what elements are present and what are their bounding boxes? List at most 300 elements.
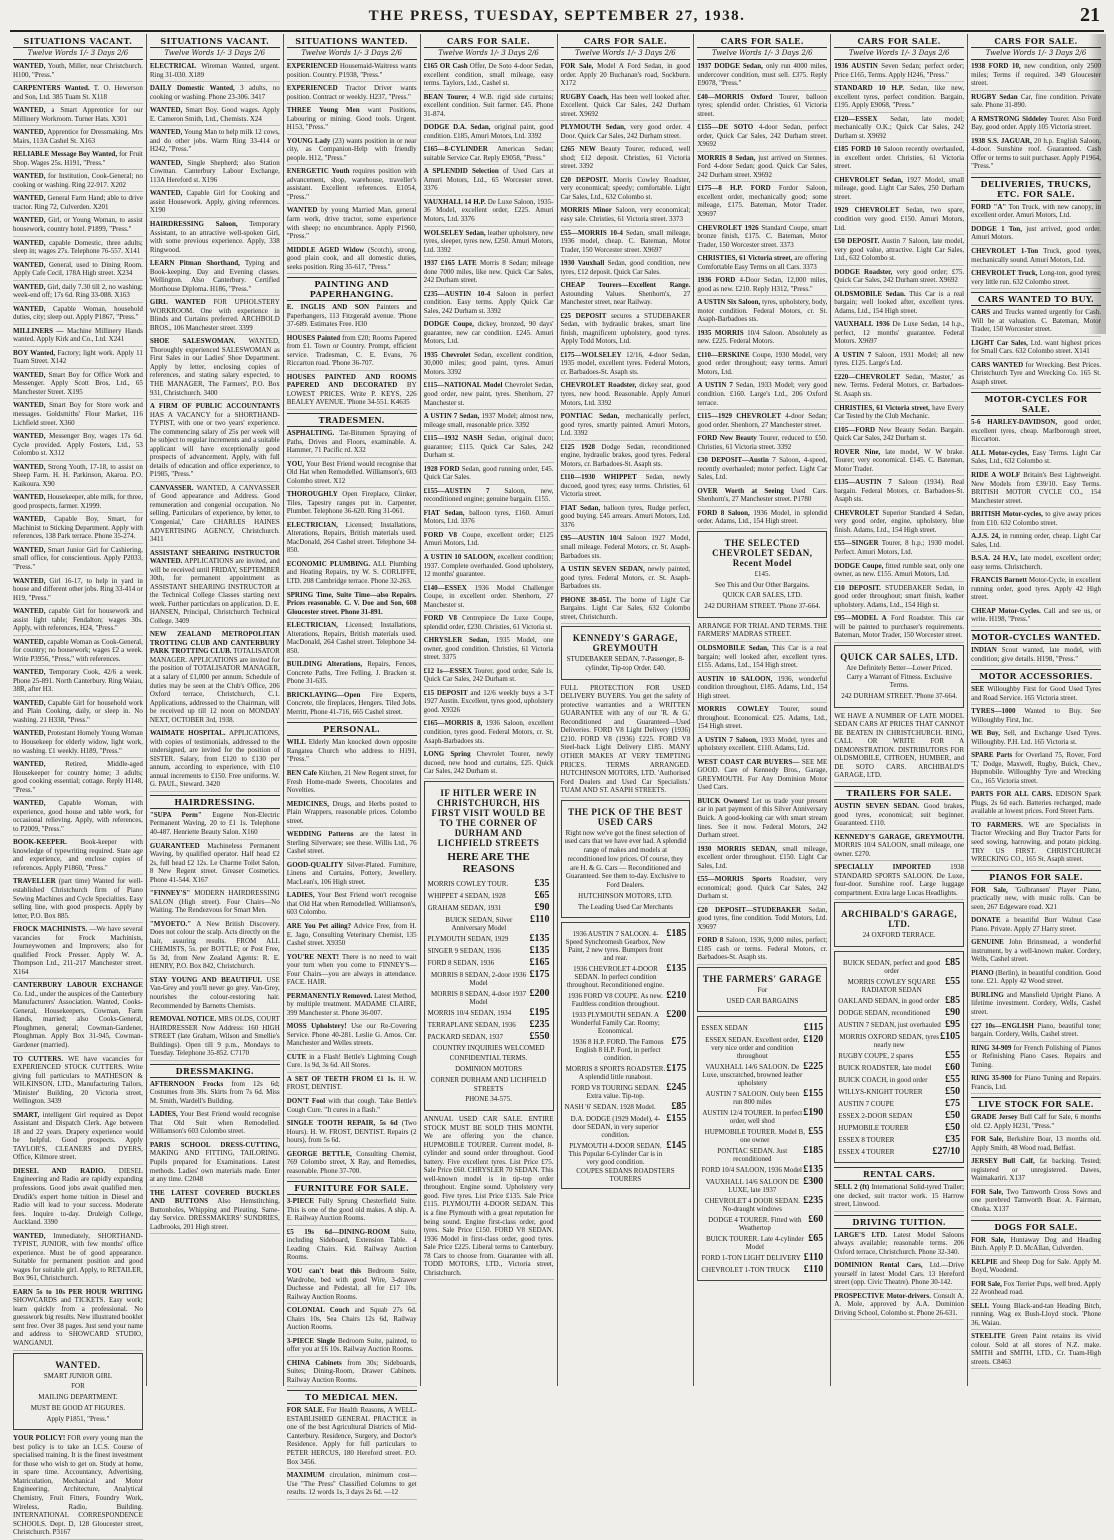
classified-ad: £30 DEPOSIT—Austin 7 Saloon, 4-speed, recently overhauled; motor perfect. Light Car Sales, Ltd. xyxy=(697,456,827,485)
ad-lead: 3-PIECE Single xyxy=(286,1336,336,1345)
section-heading: DRESSMAKING. xyxy=(150,1064,280,1078)
ad-lead: MILLINERS — xyxy=(13,326,64,335)
classified-ad: WANTED, General, used to Dining Room. Apply Cafe Cecil, 178A High street. X234 xyxy=(13,261,143,281)
price-row xyxy=(701,1164,823,1175)
ad-lead: 1935 MORRIS xyxy=(697,328,744,337)
classified-ad: FOR Sale, Two Tamworth Cross Sows and one purebred Tamworth Boar. A. Fairman, Ohoka. X137 xyxy=(971,1188,1101,1217)
price-item: VAUXHALL 14/6 SALOON DE LUXE, late 1937 xyxy=(705,1178,799,1195)
classified-ad: ECONOMIC PLUMBING. ALL Plumbing and Heating Repairs, try W. S. CORLIFFE, LTD. 208 Cambridge terrace. Phone 32-263. xyxy=(287,560,417,589)
ad-lead: SMART, xyxy=(13,1110,40,1119)
classified-ad: GEORGE BETTLE, Consulting Chemist, 769 Colombo street, X Ray, and Remedies, reasonable. Phone 37-700. xyxy=(287,1150,417,1179)
classified-ad: FOR Sale, Fox Terrier Pups, well bred. Apply 22 Avonhead road. xyxy=(971,1280,1101,1300)
ad-lead: DON'T Fool xyxy=(286,1097,326,1105)
classified-ad: £15 DEPOSIT and 12/6 weekly buys a 3-T 1927 Austin. Excellent, tyres good, upholstery good. X9326 xyxy=(424,689,554,718)
ad-lead: £165 OR Cash xyxy=(423,62,468,70)
ad-lead: GIRL WANTED xyxy=(149,298,206,307)
section-heading: FURNITURE FOR SALE. xyxy=(287,1181,417,1195)
display-ad-headline: THE PICK OF THE BEST USED CARS xyxy=(568,806,683,827)
ad-lead: "FINNEY'S" xyxy=(149,889,191,898)
classified-ad: £165 OR Cash Offer, De Soto 4-door Sedan, excellent condition, small mileage, easy terms. Taylors, Ltd., Cashel st. xyxy=(424,62,554,91)
ad-lead: THE LATEST COVERED BUCKLES AND BUTTONS xyxy=(149,1188,280,1206)
ad-lead: HAIRDRESSING Saloon, xyxy=(149,219,238,228)
ad-lead: WANTED, xyxy=(13,729,46,738)
classified-ad: FOR Sale, 'Gulbransen' Player Piano, practically new, with music rolls. Can be seen, 267 Edgeware road. X21 xyxy=(971,886,1101,915)
classified-ad: WANTED, capable Woman as Cook-General, for country; no housework; wages £2 a week. Write P3956, "Press," with references. xyxy=(13,638,143,667)
price-item: WHIPPET 4 SEDAN, 1928 xyxy=(427,891,506,900)
classified-ad: £12 1s—ESSEX Tourer, good order, Sale 1s. Quick Car Sales, 242 Durham st. xyxy=(424,667,554,687)
ad-lead: 1929 CHEVROLET xyxy=(834,206,900,215)
ad-lead: £27 10s—ENGLISH xyxy=(971,1021,1034,1030)
classified-ad: LARGE'S LTD. Latest Model Saloons always available; reasonable terms. 206 Oxford terrace, Christchurch. Phone 32-340. xyxy=(834,1231,964,1260)
classified-ad: FOR Sale, Model A Ford Sedan, in good order. Apply 20 Buchanan's road, Sockburn. X172 xyxy=(561,62,691,91)
price-item: FORD V8 TOURING SEDAN. Extra value. Tip-top. xyxy=(571,1084,660,1101)
price-item: FORD 8 SEDAN, 1936 xyxy=(427,958,495,967)
price-value: £85 xyxy=(671,1101,687,1113)
ad-lead: WANTED, xyxy=(13,545,46,554)
price-value: £110 xyxy=(530,913,550,925)
classified-ad: WANTED, Strong Youth, 17-18, to assist on Sheep Farm. H. H. Parkinson, Akaroa. P.O. Kaikoura. X90 xyxy=(13,463,143,492)
classified-ad: GUARANTEED Machineless Permanent Waving, by qualified operator. Half head £2 2s, full head £2 12s. Le Charme Toilet Salon, 8 New Regent street. Greaser Cosmetics. Phone 41-544. X167 xyxy=(150,842,280,888)
price-item: AUSTIN 7 SEDAN, just overhauled xyxy=(838,1021,941,1030)
display-ad-line: 242 DURHAM STREET. 'Phone 37-664. xyxy=(704,602,821,611)
price-row xyxy=(701,1252,823,1263)
ad-lead: MAXIMUM xyxy=(286,1471,325,1480)
classified-ad: WE Buy, Sell, and Exchange Used Tyres. Willoughby. P.H. Ltd. 165 Victoria st. xyxy=(971,729,1101,749)
classified-ad: WAIMATE HOSPITAL. APPLICATIONS, with copies of testimonials, addressed to the undersigned, are invited for the position of SISTER. Salary, from £120 to £130 per annum, according to experience, with £10 annual increments to £150. Free uniforms. W. G. PAUL, Steward. 3420 xyxy=(150,729,280,792)
ad-lead: £110—1930 WHIPPET xyxy=(560,473,637,482)
section-heading: CARS FOR SALE. xyxy=(697,34,827,48)
price-value: £90 xyxy=(945,1007,961,1019)
rate-line: Twelve Words 1/- 3 Days 2/6 xyxy=(697,48,827,60)
ad-lead: WANTED, xyxy=(13,282,46,291)
ad-lead: FORD New Beauty xyxy=(697,434,757,443)
display-ad-line: QUICK CAR SALES, LTD. xyxy=(722,591,803,600)
section-heading: CARS FOR SALE. xyxy=(424,34,554,48)
classified-ad: PROSPECTIVE Motor-drivers. Consult A. A. Mole, approved by A.A. Dominion Driving School, Colombo st. Phone 26-631. xyxy=(834,1292,964,1321)
classified-ad: BOY Wanted, Factory; light work. Apply 11 Tuam Street. X142 xyxy=(13,349,143,369)
classified-ad: A SET OF TEETH FROM £1 1s. H. W. FROST, DENTIST. xyxy=(287,1075,417,1095)
ad-lead: DAILY Domestic Wanted, xyxy=(149,84,235,93)
price-item: AUSTIN 7 SALOON. Only been run 800 miles xyxy=(705,1090,800,1107)
ad-lead: WANTED, xyxy=(13,760,46,769)
classified-ad: A USTIN SEVEN SEDAN, newly painted, good tyres. Federal Motors, cr. St. Asaph-Barbadoes sts. xyxy=(561,565,691,594)
classified-ad: CANVASSER. WANTED, A CANVASSER of Good appearance and Address. Good remuneration and congenial occupation. No selling. Particulars of experience, by letter, to 'Congenial,' Care CHARLES HAINES ADVERTISING AGENCY, Christchurch. 3411 xyxy=(150,484,280,547)
classified-ad: TO CUTTERS. WE have vacancies for EXPERIENCED STOCK CUTTERS. Write giving full particulars to MATHESON & WILKINSON, LTD., Manufacturing Tailors, 'Minister' Building, 20 Victoria street, Wellington. 3439 xyxy=(13,1055,143,1109)
display-ad-box xyxy=(13,1353,143,1431)
ad-lead: TO CUTTERS. xyxy=(13,1054,63,1063)
ad-lead: CHRISTIES, 61 Victoria street, xyxy=(697,254,793,263)
section-heading: DOGS FOR SALE. xyxy=(971,1220,1101,1234)
price-row xyxy=(701,1145,823,1163)
ad-lead: ENERGETIC Youth xyxy=(286,167,350,176)
ad-lead: LADIES, xyxy=(149,1110,178,1119)
classified-ad: MORRIS COWLEY Tourer, sound throughout. Economical. £25. Adams, Ltd., 154 High street. xyxy=(697,705,827,734)
ad-lead: HOUSES PAINTED AND ROOMS PAPERED AND DECORATED xyxy=(286,372,417,390)
ad-lead: FROCK MACHINISTS. xyxy=(13,925,88,934)
classified-ad: FROCK MACHINISTS. —We have several vacancies for Frock Machinists, Journeywomen and Improvers; also for qualified Frock Presser. Apply W. A. Thompson Ltd., 211-217 Manchester street. X164 xyxy=(13,925,143,979)
classified-ad: £5 19s 6d—DINING-ROOM Suite, including Sideboard, Extension Table. 4 Leading Chairs. Kid. Railway Auction Rooms. xyxy=(287,1228,417,1265)
classified-ad: £55—MORRIS 10-4 Sedan, small mileage, 1936 model, cheap. C. Bateman, Motor Trader, 150 Worcester street. X9697 xyxy=(561,229,691,258)
classified-ad: MAXIMUM circulation, minimum cost—Use "The Press" Classified Columns to get results. 12 words 1s, 3 days 2s 6d. —12 xyxy=(287,1471,417,1500)
classified-ad: REMOVAL NOTICE. MRS OLDS, COURT HAIRDRESSER Now Address: 160 HIGH STREET (late Graham, Wilson and Smellie's Buildings). Open till 9 p.m., Mondays to Tuesday. Telephone 35-852. C7170 xyxy=(150,1015,280,1061)
classified-ad: WANTED, Smart Boy. Good wages. Apply E. Cameron Smith, Ltd., Chemists. X24 xyxy=(150,106,280,126)
classified-ad: RUGBY Sedan Car, fine condition. Private sale. Phone 31-890. xyxy=(971,93,1101,113)
price-row xyxy=(428,988,550,1006)
ad-lead: COLONIAL Couch xyxy=(286,1306,350,1315)
classified-ad: MOSS Upholstery! Use our Re-Covering Service. Phone 40-281. Leslie G. Amos. Cnr. Manchester and Welles streets. xyxy=(287,1022,417,1051)
classified-ad: WANTED, Capable Girl for Cooking and assist Housework. Apply, giving references. X190 xyxy=(150,189,280,218)
ad-lead: MIDDLE AGED Widow xyxy=(286,245,365,254)
ad-lead: 1937 £165 LATE xyxy=(423,259,477,268)
display-ad-line: 242 DURHAM STREET. 'Phone 37-664. xyxy=(841,692,958,700)
classified-ad: BOOK-KEEPER. Book-keeper with knowledge of typewriting required. State age and experience, and enclose copies of references. Apply P1860, "Press." xyxy=(13,838,143,875)
ad-lead: GRADE Jersey xyxy=(971,1113,1018,1122)
classified-ad: "MYOETO." A New British Discovery. Does not colour the scalp. Acts directly on the hair, assuring results. FROM ALL CHEMISTS, 5s. per BOTTLE; or Post Free, 5s 3d, from New Zealand Agents: R. E. HENRY, P.O. Box 842, Christchurch. xyxy=(150,920,280,974)
classified-ad: PONTIAC Sedan, mechanically perfect, good tyres, smartly painted. Amuri Motors, Ltd. 3392 xyxy=(561,412,691,441)
ad-lead: CHRISTIES, 61 Victoria street, xyxy=(834,403,930,412)
ad-lead: £235—AUSTIN 10-4 xyxy=(423,289,491,298)
classified-ad: WANTED, Girl 16-17, to help in yard in house and different other jobs. Ring 33-414 or H19, "Press." xyxy=(13,577,143,606)
display-ad-box xyxy=(561,626,691,680)
ad-lead: 1938 FORD 10, xyxy=(971,62,1021,70)
ad-lead: B.S.A. 24 H.V., xyxy=(971,554,1018,563)
ad-lead: WANTED, xyxy=(149,189,183,198)
classified-ad: MORRIS Minor Saloon, very economical; easy sale. Christies, 61 Victoria street. 3373 xyxy=(561,206,691,226)
price-row xyxy=(701,1107,823,1125)
price-row xyxy=(701,1061,823,1087)
classified-ad: 1938 FORD 10, new condition, only 2500 miles; Terms if required. 349 Gloucester street. xyxy=(971,62,1101,91)
price-row xyxy=(428,969,550,987)
classified-ad: BEN Cafe Kitchen, 21 New Regent street, for Fresh Home-made Sweets, Chocolates and Novelties. xyxy=(287,769,417,798)
ad-lead: FIAT Sedan, xyxy=(560,503,601,512)
ad-lead: DIESEL AND RADIO. xyxy=(13,1166,106,1175)
price-value: £75 xyxy=(671,1036,687,1048)
ad-lead: BEN Cafe xyxy=(286,769,317,777)
classified-ad: £165—MORRIS 8, 1936 Saloon, excellent condition, tyres good. Federal Motors, cr. St. Asaph-Barbadoes sts. xyxy=(424,719,554,748)
classified-ad: CHRISTIES, 61 Victoria street, are offering Comfortable Easy Terms on all Cars. 3373 xyxy=(697,254,827,274)
price-item: MORRIS 10/4 SEDAN, 1934 xyxy=(427,1008,512,1017)
price-row xyxy=(565,1113,687,1139)
classified-ad: EARN 5s to 10s PER HOUR WRITING SHOWCARDS and TICKETS. Easy work; learn quickly from a professional. No guesswork big results. New illustrated booklet sent free. Over 38 pages. Just send your name and address to SHOWCARD STUDIO, WANGANUI. xyxy=(13,1288,143,1351)
ad-lead: £115—NATIONAL Model xyxy=(423,381,503,390)
classified-ad: MILLINERS — Machine Millinery Hands wanted. Apply Kirk and Co., Ltd. X241 xyxy=(13,327,143,347)
ad-lead: RING 34-909 xyxy=(971,1043,1012,1052)
ad-lead: PARTS FOR ALL CARS. xyxy=(971,790,1053,799)
ad-lead: WANTED, xyxy=(13,62,46,70)
price-row xyxy=(565,963,687,989)
ad-lead: £140—ESSEX xyxy=(423,583,467,592)
ad-lead: £165—8-CYLINDER xyxy=(423,145,488,154)
classified-ad: YOU, Your Best Friend would recognise that Old Hat when Remodelled. Williamson's, 603 Colombo street. X12 xyxy=(287,460,417,489)
classified-ad: WANTED, Capable Boy, Smart, for Machinist to Sticking Department. Apply with references, 138 Park terrace. Phone 35-274. xyxy=(13,515,143,544)
classified-ad: £155—AUSTIN 7 Saloon, new, reconditioned engine; genuine bargain. £155. xyxy=(424,487,554,507)
classified-ad: 1937 £165 LATE Morris 8 Sedan; mileage done 7000 miles, like new. Quick Car Sales, 242 Durham street. xyxy=(424,259,554,288)
ad-lead: WANTED, xyxy=(13,668,46,677)
ad-lead: REMOVAL NOTICE. xyxy=(149,1015,217,1024)
price-item: MORRIS 8 SPORTS ROADSTER. A splendid little runabout. xyxy=(565,1065,666,1082)
ad-lead: NEW ZEALAND METROPOLITAN TROTTING CLUB AND CANTERBURY PARK TROTTING CLUB. xyxy=(149,630,280,656)
ad-lead: MOSS Upholstery! xyxy=(286,1022,347,1031)
ad-lead: WANTED, xyxy=(13,216,46,225)
classified-ad: RING 34-909 for French Polishing of Pianos or Refinishing Piano Cases. Repairs and Tuning. xyxy=(971,1044,1101,1073)
classified-ad: LIGHT Car Sales, Ltd. want highest prices for Small Cars. 632 Colombo street. X141 xyxy=(971,339,1101,359)
classified-ad: FORD 8 Saloon, 1936, 9,000 miles, perfect; £185 cash or terms. Federal Motors, cr. Barbadoes-St. Asaph sts. xyxy=(697,936,827,965)
classified-ad: A FIRM OF PUBLIC ACCOUNTANTS HAS A VACANCY for a SHORTHAND-TYPIST, with one or two years' experience. The commencing salary of 25s per week will be subject to regular increments and a suitable applicant will have exceptionally good prospects of advancement. Apply, with full details of education and office experience, to P1985, "Press." xyxy=(150,402,280,482)
classified-ad: HOUSES PAINTED AND ROOMS PAPERED AND DECORATED BY LOWEST PRICES. Write P. KEYS, 226 BEALEY AVENUE. 'Phone 34-551. K4635 xyxy=(287,373,417,410)
price-item: BUICK SEDAN, perfect and good order xyxy=(842,959,941,976)
ad-lead: JERSEY Bull Calf, xyxy=(971,1157,1035,1166)
section-heading: TRAILERS FOR SALE. xyxy=(834,786,964,800)
classified-ad: OLDSMOBILE Sedan, This Car is a real bargain; well looked after, excellent tyres. £155. Adams, Ltd., 154 High street. xyxy=(697,644,827,673)
ad-lead: FORD 8 Saloon, xyxy=(697,508,750,517)
classified-ad: FORD V8 Coupe, excellent order; £125 Amuri Motors, Ltd. xyxy=(424,531,554,551)
classified-ad: £115—1929 CHEVROLET 4-door Sedan; good order. Shenhorn, 27 Manchester street. xyxy=(697,412,827,432)
price-item: WILLYS-KNIGHT TOURER xyxy=(838,1088,923,1097)
price-row xyxy=(565,1140,687,1166)
price-value: £75 xyxy=(945,1098,961,1110)
ad-lead: A FIRM OF PUBLIC ACCOUNTANTS xyxy=(149,402,280,411)
ad-lead: WANTED, xyxy=(13,637,46,646)
ad-lead: 1937 DODGE Sedan, xyxy=(697,62,763,70)
section-heading: MOTOR-CYCLES WANTED. xyxy=(971,631,1101,642)
ad-lead: £25 DEPOSIT xyxy=(560,311,607,320)
ad-lead: WANTED, xyxy=(13,607,46,616)
display-ad-footer: DOMINION MOTORS xyxy=(455,1065,523,1074)
ad-lead: FOR Sale, xyxy=(971,1279,1002,1288)
ad-lead: BOY Wanted, xyxy=(13,348,56,357)
ad-lead: "SUPA Perm" xyxy=(149,810,202,819)
ad-lead: 1935 Chevrolet xyxy=(423,350,471,359)
classified-ad: TYRES—1000 Wanted to Buy. See Willoughby First, Inc. xyxy=(971,707,1101,727)
classified-ad: SHOE SALESWOMAN. WANTED, Thoroughly experienced SALESWOMAN as First Sales in our Ladies' Shoe Department. Apply by letter, enclosing copies of references, and stating salary expected, to THE MANAGER, The Farmers', P.O. Box 931, Christchurch. 3400 xyxy=(150,337,280,400)
ad-lead: 1930 MORRIS SEDAN, xyxy=(697,844,777,853)
classified-ad: DOMINION Rental Cars, Ltd.—Drive yourself in latest Model Cars. 13 Hereford street (opp. Civic Theatre). Phone 30-142. xyxy=(834,1261,964,1290)
ad-lead: BUICK Owners! xyxy=(697,796,750,805)
price-value: £85 xyxy=(945,995,961,1007)
ad-lead: EXPERIENCED xyxy=(286,62,338,70)
classified-ad: SMART, intelligent Girl required as Depot Assistant and Dispatch Clerk. Age between 18 and 22 years. Drapery experience would be helpful. Good prospects. Apply TAYLOR'S, CLEANERS and DYERS, Office, Kilmore street. xyxy=(13,1111,143,1165)
ad-lead: BRICKLAYING—Open xyxy=(286,690,361,699)
price-item: DODGE 4 TOURER. Fitted with Weathertop xyxy=(708,1216,802,1233)
ad-lead: A.J.S. 24, xyxy=(971,532,1000,541)
classified-ad: WANTED, Protestant Homely Young Woman to Housekeep for elderly widow, light work, no washing. £1 weekly. H189, "Press." xyxy=(13,729,143,758)
price-row xyxy=(701,1126,823,1144)
classified-ad: RIDE A WOLF Britain's Best Lightweight. New Models from £39/10. Easy Terms. BRITISH MOTOR CYCLE CO., 154 Manchester street. xyxy=(971,471,1101,508)
price-row xyxy=(428,945,550,956)
ad-lead: KELPIE xyxy=(971,1257,998,1266)
page-number: 21 xyxy=(1080,4,1100,26)
price-value: £165 xyxy=(529,956,550,968)
classified-ad: 1930 Vauxhall Sedan, good condition, new tyres, £12 deposit. Quick Car Sales. xyxy=(561,259,691,279)
classified-ad: SPARE Parts for Overland 75, Rover, Ford 'T,' Dodge, Maxwell, Rugby, Buick, Chev., Hupmobile. Willoughby Tyre and Wrecking Co., 165 Victoria street. xyxy=(971,751,1101,788)
price-row xyxy=(428,890,550,901)
price-row xyxy=(428,902,550,913)
classified-ad: STEELITE Green Paint retains its vivid colour. Sold at all stores of N.Z. make. SMITH and SMITH, LTD., Cr. Tuam-High streets. C8463 xyxy=(971,1332,1101,1369)
ad-lead: E. INGLIS AND SON xyxy=(286,303,370,312)
classified-ad: £27 10s—ENGLISH Piano, beautiful tone; bargain. Cordery, Wells, Cashel street. xyxy=(971,1022,1101,1042)
classified-ad: WANTED, Smart Junior Girl for Cashiering, small office, for conscientious. Apply P2033, "Press." xyxy=(13,546,143,575)
classified-ad xyxy=(287,591,417,620)
classified-ad: WANTED, Capable Woman, with experience, good house and table work, for occasional relieving. Apply, with references, to P2009, "Press." xyxy=(13,799,143,836)
ad-lead: VAUXHALL 1936 xyxy=(834,320,890,329)
ad-lead: MEDICINES, xyxy=(286,799,329,808)
price-item: BUICK TOURER. Late 4-cylinder Model xyxy=(705,1235,804,1252)
classified-ad: GOOD-QUALITY Silver-Plated. Furniture, Linens and Curtains, Pottery, Jewellery. MacLean's, 106 High street. xyxy=(287,861,417,890)
ad-lead: DODGE Coupe, xyxy=(834,561,884,570)
classified-ad: CHEVROLET 1-Ton Truck, good tyres, mechanically sound. Amuri Motors, Ltd. xyxy=(971,247,1101,267)
classified-ad: WEDDING Patterns are the latest in Sterling Silverware; see these. Willis Ltd., 76 Cashel street. xyxy=(287,830,417,859)
classified-ad: £10 DEPOSIT. STUDEBAKER Sedan, in good order throughout; smart finish, leather upholstery. Adams, Ltd., 154 High st. xyxy=(834,584,964,613)
classified-ad: EXPERIENCED Tractor Driver wants position. Contract or weekly. H237, "Press." xyxy=(287,84,417,104)
ad-lead: WANTED, xyxy=(13,1231,46,1240)
classified-ad: £20 DEPOSIT—STUDEBAKER Sedan, good tyres, fine condition. Todd Motors, Ltd. X9697 xyxy=(697,906,827,935)
ad-lead: £155—AUSTIN 7 xyxy=(423,486,490,495)
ad-lead: WANTED, xyxy=(13,106,46,115)
classified-ad: WILL Elderly Man knocked down opposite Rangatea Church who address to H191, "Press." xyxy=(287,738,417,767)
classified-ad: £185 FORD 10 Saloon recently overhauled, in excellent order. Christies, 61 Victoria street. xyxy=(834,145,964,174)
price-item: OAKLAND SEDAN, in good order xyxy=(838,997,940,1006)
ad-lead: ECONOMIC PLUMBING. xyxy=(286,559,371,568)
column-6 xyxy=(694,34,831,1386)
ad-lead: BURLING xyxy=(971,990,1004,999)
classified-ad: A USTIN 7 Sedan, 1937 Model; almost new, mileage small, reasonable price. 3392 xyxy=(424,412,554,432)
section-heading: TO MEDICAL MEN. xyxy=(287,1390,417,1404)
classified-ad: DODGE Coupe, dickey, bronzed, 90 days' guarantee, new car condition. £245. Amuri Motors, Ltd. xyxy=(424,320,554,349)
classified-ad: JERSEY Bull Calf, fat backing. Tested; registered or unregistered. Dawes, Waimakariri. X137 xyxy=(971,1157,1101,1186)
display-ad-headline: QUICK CAR SALES, LTD. xyxy=(840,651,959,662)
ad-lead: PHONE 38-051. xyxy=(560,595,612,604)
ad-lead: FOR Sale, xyxy=(971,1135,1004,1144)
display-ad-box xyxy=(834,645,964,708)
section-heading: SITUATIONS WANTED. xyxy=(287,34,417,48)
classified-columns xyxy=(10,34,1104,1537)
ad-lead: SINGLE TOOTH REPAIR, 5s 6d xyxy=(286,1119,398,1128)
classified-ad: RING 35-900 for Piano Tuning and Repairs. Francis, Ltd. xyxy=(971,1074,1101,1094)
section-heading: DRIVING TUITION. xyxy=(834,1215,964,1229)
classified-ad: FOR Sale, Berkshire Boar, 13 months old. Apply Smith, 48 Wood road, Belfast. xyxy=(971,1135,1101,1155)
price-value: £55 xyxy=(808,1126,824,1138)
display-ad-line: The Leading Used Car Merchants xyxy=(578,902,673,911)
price-row xyxy=(565,1167,687,1183)
price-item: TERRAPLANE SEDAN, 1936 xyxy=(427,1020,516,1029)
classified-ad: FOR Sale, Huntaway Dog and Heading Bitch. Apply P. D. McAllan, Culverden. xyxy=(971,1236,1101,1256)
price-item: RUGBY COUPE, 2 spares xyxy=(838,1052,914,1061)
price-row xyxy=(838,1007,960,1018)
classified-ad: 1935 MORRIS 10/4 Saloon. Absolutely as new. £225. Federal Motors. xyxy=(697,329,827,349)
rate-line: Twelve Words 1/- 3 Days 2/6 xyxy=(834,48,964,60)
price-row xyxy=(838,1031,960,1049)
ad-lead: 5-6 HARLEY-DAVIDSON, xyxy=(971,418,1058,427)
classified-ad: WANTED, capable Girl for housework and assist light table; Fendalton; wages 30s. Apply, with references, H24, "Press." xyxy=(13,607,143,636)
ad-lead: PLYMOUTH Sedan, xyxy=(560,123,626,132)
classified-ad: ELECTRICIAN, Licensed; Installations, Alterations, Repairs, British materials used. MacDonald, 264 Cashel street. Telephone 34-850. xyxy=(287,621,417,658)
display-ad-headline: IF HITLER WERE IN CHRISTCHURCH, HIS FIRST VISIT WOULD BE TO THE CORNER OF DURHAM AND LICHFIELD STREETS xyxy=(431,787,546,848)
classified-ad: HOUSES Painted from £20; Rooms Papered from £1. Town or Country. Prompt, efficient service. Tradesman, C. E. Evans, 76 Riccarton road. 'Phone 36-707. xyxy=(287,334,417,371)
ad-lead: BRITISH Motor-cycles, xyxy=(971,510,1043,519)
ad-lead: CHEAP Motor-Cycles. xyxy=(971,606,1041,615)
ad-lead: £155—DE SOTO xyxy=(697,123,754,132)
classified-ad: A USTIN Six Saloon, tyres, upholstery, body, motor condition. Federal Motors, cr. St. Asaph-Barbadoes sts. xyxy=(697,298,827,327)
classified-ad: SINGLE TOOTH REPAIR, 5s 6d (Two Hours). H. W. FROST, DENTIST. Repairs (2 hours), from 5s 6d. xyxy=(287,1119,417,1148)
price-list xyxy=(697,1016,827,1281)
classified-ad: £55—SINGER Tourer, 8 h.p.; 1930 model. Perfect. Amuri Motors, Ltd. xyxy=(834,539,964,559)
classified-ad: CHEVROLET Superior Standard 4 Sedan, very good order, engine, upholstery, blue finish. Adams, Ltd., 154 High street. xyxy=(834,509,964,538)
price-value: £155 xyxy=(803,1088,824,1100)
classified-ad: 1938 S.S. JAGUAR, 20 h.p. English Saloon, 4-door. Sunshine roof. Guaranteed. Cash Offer or terms to suit purchaser. Apply P1964, "Press." xyxy=(971,137,1101,174)
classified-ad: £165—8-CYLINDER American Sedan; suitable Service Car. Reply E9058, "Press." xyxy=(424,145,554,165)
display-ad-footer: CONFIDENTIAL TERMS. xyxy=(449,1054,528,1063)
ad-lead: £175—WOLSELEY xyxy=(560,350,622,359)
classified-ad: GIRL WANTED FOR UPHOLSTERY WORKROOM. One with experience in Blinds and Curtains preferred. ARCHBOLD BROS., 106 Manchester street. 3399 xyxy=(150,298,280,335)
price-value: £300 xyxy=(803,1176,824,1188)
price-value: £135 xyxy=(529,932,550,944)
ad-lead: YOU, xyxy=(286,459,305,468)
ad-lead: WANTED, xyxy=(13,128,46,137)
ad-lead: THOROUGHLY xyxy=(286,490,338,499)
display-ad-line: MAILING DEPARTMENT. xyxy=(38,1393,118,1402)
classified-ad: RUGBY Coach, Has been well looked after. Excellent. Quick Car Sales, 242 Durham street. X9692 xyxy=(561,93,691,122)
classified-ad: ALL Motor-cycles, Easy Terms. Light Car Sales, Ltd., 632 Colombo st. xyxy=(971,449,1101,469)
price-row xyxy=(565,1009,687,1035)
column-5 xyxy=(558,34,695,1386)
ad-lead: WE Buy, xyxy=(971,729,1001,738)
price-value: £55 xyxy=(945,1074,961,1086)
classified-ad: YOU can't beat this Bedroom Suite, Wardrobe, bed with good Wire, 3-drawer Duchesse and Pedestal, all for £17 10s. Railway Auction Rooms. xyxy=(287,1267,417,1304)
classified-ad: PIANO (Berlin), in beautiful condition. Good tone. £21. Apply 42 Wood street. xyxy=(971,969,1101,989)
price-row xyxy=(565,990,687,1008)
classified-ad: £50 DEPOSIT. Austin 7 Saloon, late model, very good value, attractive. Light Car Sales, Ltd., 632 Colombo st. xyxy=(834,237,964,266)
price-row xyxy=(565,1101,687,1112)
classified-ad: SEE Willoughby First for Good Used Tyres and Road Service. 165 Victoria street. xyxy=(971,685,1101,705)
classified-ad: ELECTRICIAN, Licensed; Installations, Alterations, Repairs, British materials used. MacDonald, 264 Cashel street. Telephone 34-850. xyxy=(287,521,417,558)
display-ad-line: SMART JUNIOR GIRL xyxy=(43,1371,113,1380)
ad-lead: A USTIN 7 xyxy=(834,350,872,359)
classified-ad: TRAVELLER (part time) Wanted for well-established Christchurch firm of Piano Sewing Machines and Cycle Specialties. Easy selling line, with good prospects. Apply by letter, P.O. Box 885. xyxy=(13,877,143,923)
price-item: PACKARD SEDAN, 1937 xyxy=(427,1032,504,1041)
ad-lead: £55—SINGER xyxy=(834,539,879,548)
ad-lead: A USTIN 7 xyxy=(697,381,733,390)
ad-lead: ARE You Pet ailing? xyxy=(286,921,352,930)
price-value: £185 xyxy=(666,928,687,940)
classified-ad: YOUNG Lady (23) wants position in or near city, as Companion-Help with friendly people. H12, "Press." xyxy=(287,137,417,166)
price-value: £95 xyxy=(945,1019,961,1031)
ad-lead: LADIES, xyxy=(286,891,315,900)
ad-lead: A USTIN 7 Saloon, xyxy=(697,735,758,744)
ad-lead: DODGE Coupe, xyxy=(423,320,475,329)
ad-lead: £30 DEPOSIT—Austin xyxy=(697,456,769,465)
classified-ad: WANTED, a Smart Apprentice for our Millinery Workroom. Turner Hats. X301 xyxy=(13,106,143,126)
display-ad-headline: KENNEDY'S GARAGE, GREYMOUTH xyxy=(572,633,678,654)
ad-lead: £115—1929 CHEVROLET xyxy=(697,412,781,421)
classified-ad: WANTED, Single Shepherd; also Station Cowman. Canterbury Labour Exchange, 113A Hereford st. X196 xyxy=(150,159,280,188)
ad-lead: HOUSES Painted xyxy=(286,333,341,342)
ad-lead: SELL 2 (ft) xyxy=(834,1183,870,1192)
ad-lead: WANTED, xyxy=(13,462,46,471)
ad-lead: PIANO xyxy=(971,968,994,977)
ad-lead: AUSTIN 10 SALOON, xyxy=(697,674,773,683)
classified-ad: DON'T Fool with that cough. Take Bettle's Cough Cure. "It cures in a flash." xyxy=(287,1097,417,1117)
classified-ad: £25 DEPOSIT secures a STUDEBAKER Sedan, with hydraulic brakes, smart line finish, magnificent upholstery, good tyres. Apply Todd Motors, Ltd. xyxy=(561,312,691,349)
price-value: £195 xyxy=(529,1006,550,1018)
ad-lead: £175—8 H.P. FORD xyxy=(697,184,771,193)
ad-lead: DODGE D.A. Sedan, xyxy=(423,123,491,132)
ad-lead: £5 19s 6d—DINING-ROOM xyxy=(286,1227,390,1236)
ad-lead: WAIMATE HOSPITAL. xyxy=(149,729,226,738)
classified-ad: AUSTIN 10 SALOON, 1936, wonderful condition throughout, £185. Adams, Ltd., 154 High street. xyxy=(697,675,827,704)
ad-lead: WANTED xyxy=(286,206,318,215)
ad-lead: £125 1928 xyxy=(560,442,595,451)
classified-ad: WANTED, Smart Boy for Office Work and Messenger. Apply Scott Bros, Ltd., 65 Manchester Street. X195 xyxy=(13,371,143,400)
